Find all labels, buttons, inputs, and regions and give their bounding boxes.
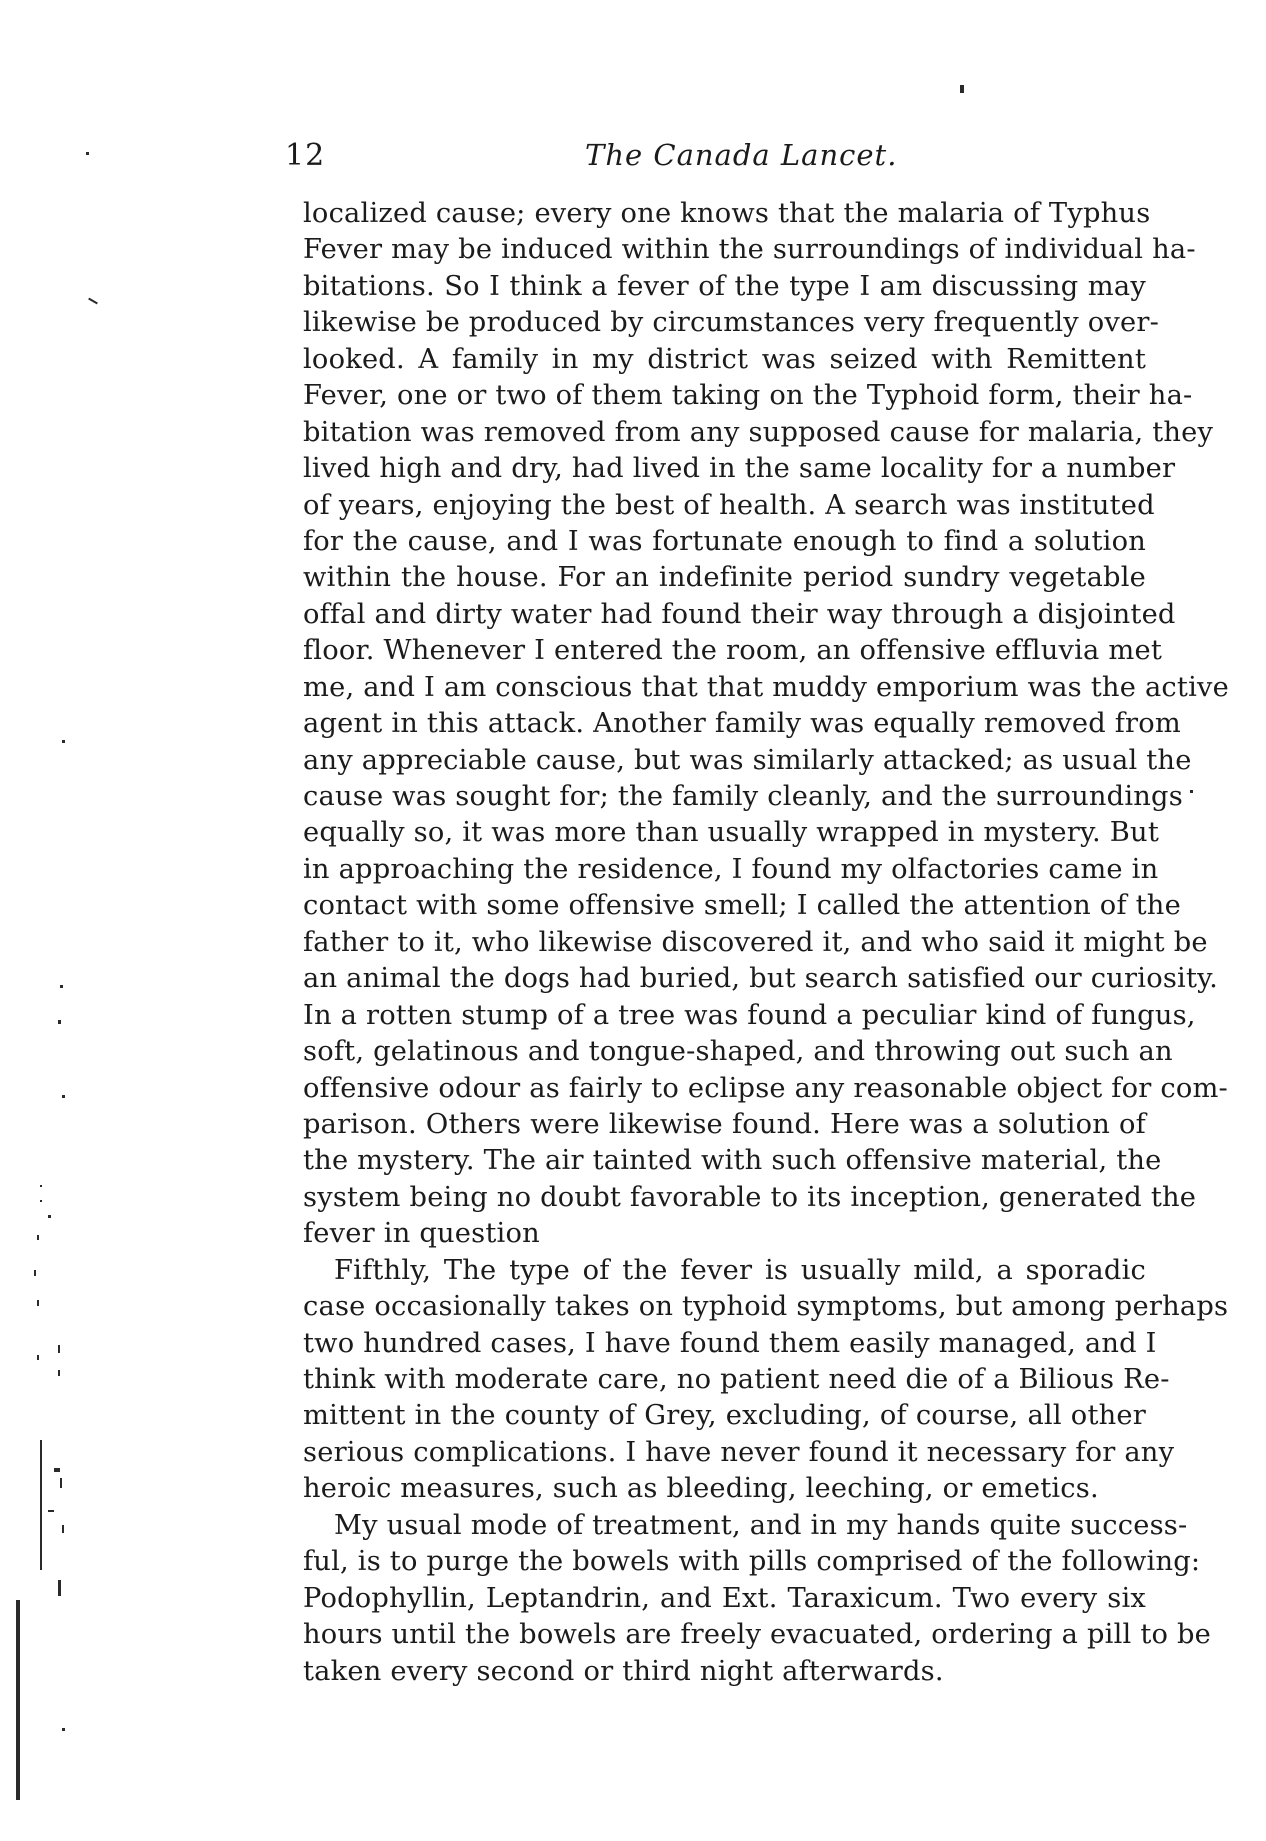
text-line: contact with some offensive smell; I called the attention of the [303, 890, 1181, 922]
text-line: for the cause, and I was fortunate enough to find a solution [303, 525, 1146, 557]
text-line: cause was sought for; the family cleanly, and the surroundings [303, 781, 1183, 812]
margin-speck [48, 1510, 54, 1512]
margin-speck [86, 152, 89, 155]
article-body [303, 196, 1229, 1690]
text-line: Fifthly, The type of the fever is usually mild, a sporadic [334, 1254, 1146, 1286]
text-line: lived high and dry, had lived in the same locality for a number [303, 453, 1176, 485]
text-line: mittent in the county of Grey, excluding, of course, all other [303, 1400, 1146, 1432]
margin-speck [40, 1185, 42, 1187]
text-line: parison. Others were likewise found. Here was a solution of [303, 1108, 1146, 1140]
paragraph-fifthly [303, 1253, 1229, 1508]
text-line: offal and dirty water had found their way through a disjointed [303, 598, 1176, 630]
margin-speck [58, 1580, 61, 1596]
page-number: 12 [285, 138, 326, 173]
text-line: an animal the dogs had buried, but search satisfied our curiosity. [303, 963, 1219, 995]
margin-speck [1190, 790, 1193, 793]
margin-speck [62, 1095, 65, 1098]
text-line: within the house. For an indefinite period sundry vegetable [303, 562, 1146, 594]
text-line: floor. Whenever I entered the room, an offensive effluvia met [303, 635, 1163, 667]
margin-speck [37, 1235, 39, 1240]
scan-margin-marks [0, 0, 120, 1841]
text-line: localized cause; every one knows that the malaria of Typhus [303, 198, 1151, 229]
margin-speck [58, 1345, 60, 1353]
text-line: Fever may be induced within the surroundings of individual ha- [303, 234, 1196, 266]
margin-speck [58, 1020, 61, 1024]
paragraph-treatment [303, 1508, 1212, 1690]
text-line: looked. A family in my district was seized with Remittent [303, 343, 1146, 375]
text-line: think with moderate care, no patient need die of a Bilious Re- [303, 1364, 1170, 1395]
text-line: serious complications. I have never found it necessary for any [303, 1436, 1175, 1468]
text-line: likewise be produced by circumstances very frequently over- [303, 307, 1160, 339]
running-title: The Canada Lancet. [585, 138, 898, 172]
margin-speck [60, 1478, 62, 1488]
margin-speck [16, 1600, 20, 1800]
text-line: soft, gelatinous and tongue-shaped, and throwing out such an [303, 1036, 1173, 1068]
margin-speck [34, 1270, 36, 1276]
text-line: fever in question [303, 1218, 540, 1250]
paragraph-localized-cause [303, 196, 1229, 1253]
text-line: Fever, one or two of them taking on the Typhoid form, their ha- [303, 380, 1193, 412]
text-line: of years, enjoying the best of health. A search was instituted [303, 489, 1155, 521]
text-line: offensive odour as fairly to eclipse any reasonable object for com- [303, 1072, 1228, 1104]
margin-speck [40, 1200, 42, 1202]
margin-speck [58, 1370, 60, 1376]
text-line: agent in this attack. Another family was equally removed from [303, 708, 1182, 740]
margin-speck [60, 985, 63, 988]
margin-speck [48, 1215, 51, 1218]
page-header [285, 138, 1147, 178]
text-line: My usual mode of treatment, and in my hands quite success- [334, 1509, 1188, 1541]
text-line: case occasionally takes on typhoid symptoms, but among perhaps [303, 1291, 1229, 1323]
text-line: system being no doubt favorable to its inception, generated the [303, 1181, 1197, 1213]
text-line: bitations. So I think a fever of the type I am discussing may [303, 270, 1146, 302]
margin-speck [37, 1355, 39, 1360]
text-line: me, and I am conscious that that muddy emporium was the active [303, 671, 1229, 703]
margin-speck [62, 740, 65, 743]
text-line: the mystery. The air tainted with such offensive material, the [303, 1145, 1162, 1177]
text-line: two hundred cases, I have found them easily managed, and I [303, 1327, 1157, 1359]
text-line: father to it, who likewise discovered it, and who said it might be [303, 926, 1208, 958]
text-line: Podophyllin, Leptandrin, and Ext. Taraxicum. Two every six [303, 1582, 1146, 1614]
margin-speck [37, 1300, 39, 1306]
text-line: taken every second or third night afterwards. [303, 1655, 944, 1687]
text-line: any appreciable cause, but was similarly attacked; as usual the [303, 744, 1192, 776]
margin-speck [960, 85, 964, 93]
text-line: bitation was removed from any supposed cause for malaria, they [303, 416, 1214, 448]
text-line: In a rotten stump of a tree was found a peculiar kind of fungus, [303, 999, 1196, 1031]
text-line: equally so, it was more than usually wrapped in mystery. But [303, 817, 1159, 849]
margin-speck [54, 1468, 60, 1472]
margin-speck [62, 1728, 65, 1731]
margin-speck [88, 298, 98, 305]
margin-speck [62, 1525, 64, 1533]
text-line: ful, is to purge the bowels with pills comprised of the following: [303, 1546, 1201, 1578]
text-line: hours until the bowels are freely evacuated, ordering a pill to be [303, 1619, 1212, 1651]
margin-speck [40, 1440, 42, 1570]
text-line: heroic measures, such as bleeding, leeching, or emetics. [303, 1473, 1099, 1505]
text-line: in approaching the residence, I found my olfactories came in [303, 853, 1159, 885]
